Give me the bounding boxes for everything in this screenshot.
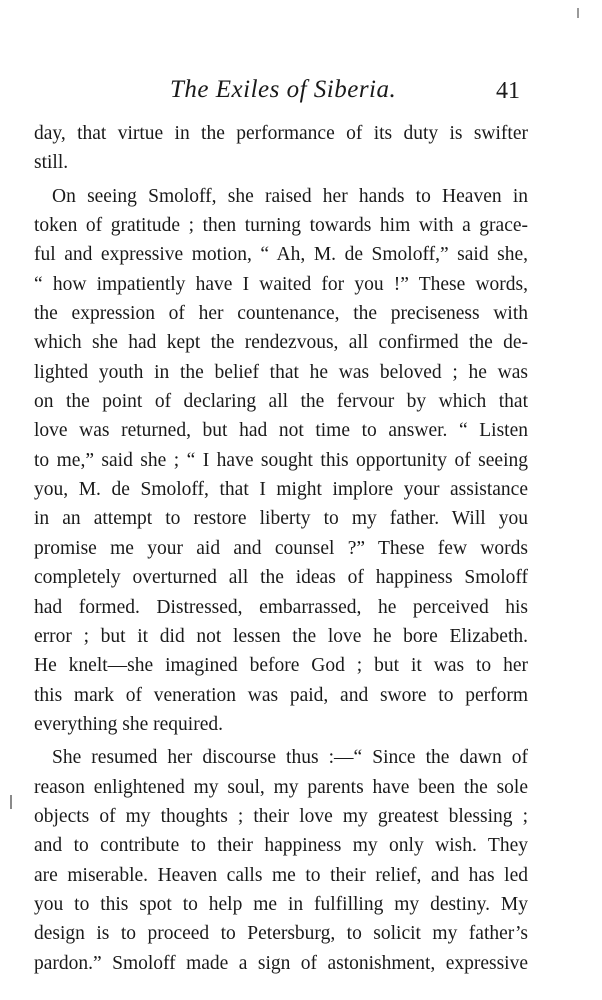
text-line: design is to proceed to Petersburg, to solicit my father’s: [34, 923, 528, 945]
text-line: everything she required.: [34, 713, 223, 735]
text-line: objects of my thoughts ; their love my greatest blessing ;: [34, 805, 528, 827]
text-line: completely overturned all the ideas of happiness Smoloff: [34, 567, 528, 589]
text-line: this mark of veneration was paid, and swore to perform: [34, 684, 528, 706]
text-line: the expression of her countenance, the preciseness with: [34, 303, 528, 325]
text-line: which she had kept the rendezvous, all confirmed the de-: [34, 332, 528, 354]
text-line: you, M. de Smoloff, that I might implore your assistance: [34, 479, 528, 501]
text-line: still.: [34, 152, 69, 174]
text-line: love was returned, but had not time to answer. “ Listen: [34, 420, 528, 442]
page-header: [0, 76, 602, 112]
text-line: in an attempt to restore liberty to my father. Will you: [34, 508, 528, 530]
text-line: you to this spot to help me in fulfilling my destiny. My: [34, 893, 528, 915]
text-line: He knelt—she imagined before God ; but it was to her: [34, 655, 528, 677]
text-line: to me,” said she ; “ I have sought this opportunity of seeing: [34, 449, 528, 471]
text-line: promise me your aid and counsel ?” These few words: [34, 537, 528, 559]
text-line: had formed. Distressed, embarrassed, he perceived his: [34, 596, 528, 618]
text-line: are miserable. Heaven calls me to their relief, and has led: [34, 864, 528, 886]
text-line: reason enlightened my soul, my parents have been the sole: [34, 776, 528, 798]
text-line: and to contribute to their happiness my only wish. They: [34, 835, 528, 857]
margin-mark: [10, 795, 12, 809]
page-number: 41: [496, 78, 520, 104]
text-line: “ how impatiently have I waited for you !” These words,: [34, 273, 528, 295]
text-line: error ; but it did not lessen the love he bore Elizabeth.: [34, 625, 528, 647]
text-line: lighted youth in the belief that he was beloved ; he was: [34, 361, 528, 383]
text-line: on the point of declaring all the fervour by which that: [34, 391, 528, 413]
text-line: She resumed her discourse thus :—“ Since the dawn of: [52, 747, 528, 769]
scan-speck: [577, 8, 579, 18]
text-line: ful and expressive motion, “ Ah, M. de Smoloff,” said she,: [34, 244, 528, 266]
text-line: pardon.” Smoloff made a sign of astonishment, expressive: [34, 952, 528, 974]
text-line: On seeing Smoloff, she raised her hands to Heaven in: [52, 185, 528, 207]
text-line: day, that virtue in the performance of its duty is swifter: [34, 123, 528, 144]
text-line: token of gratitude ; then turning towards him with a grace-: [34, 215, 528, 237]
body-text: [34, 119, 528, 978]
running-title: The Exiles of Siberia.: [170, 76, 397, 103]
